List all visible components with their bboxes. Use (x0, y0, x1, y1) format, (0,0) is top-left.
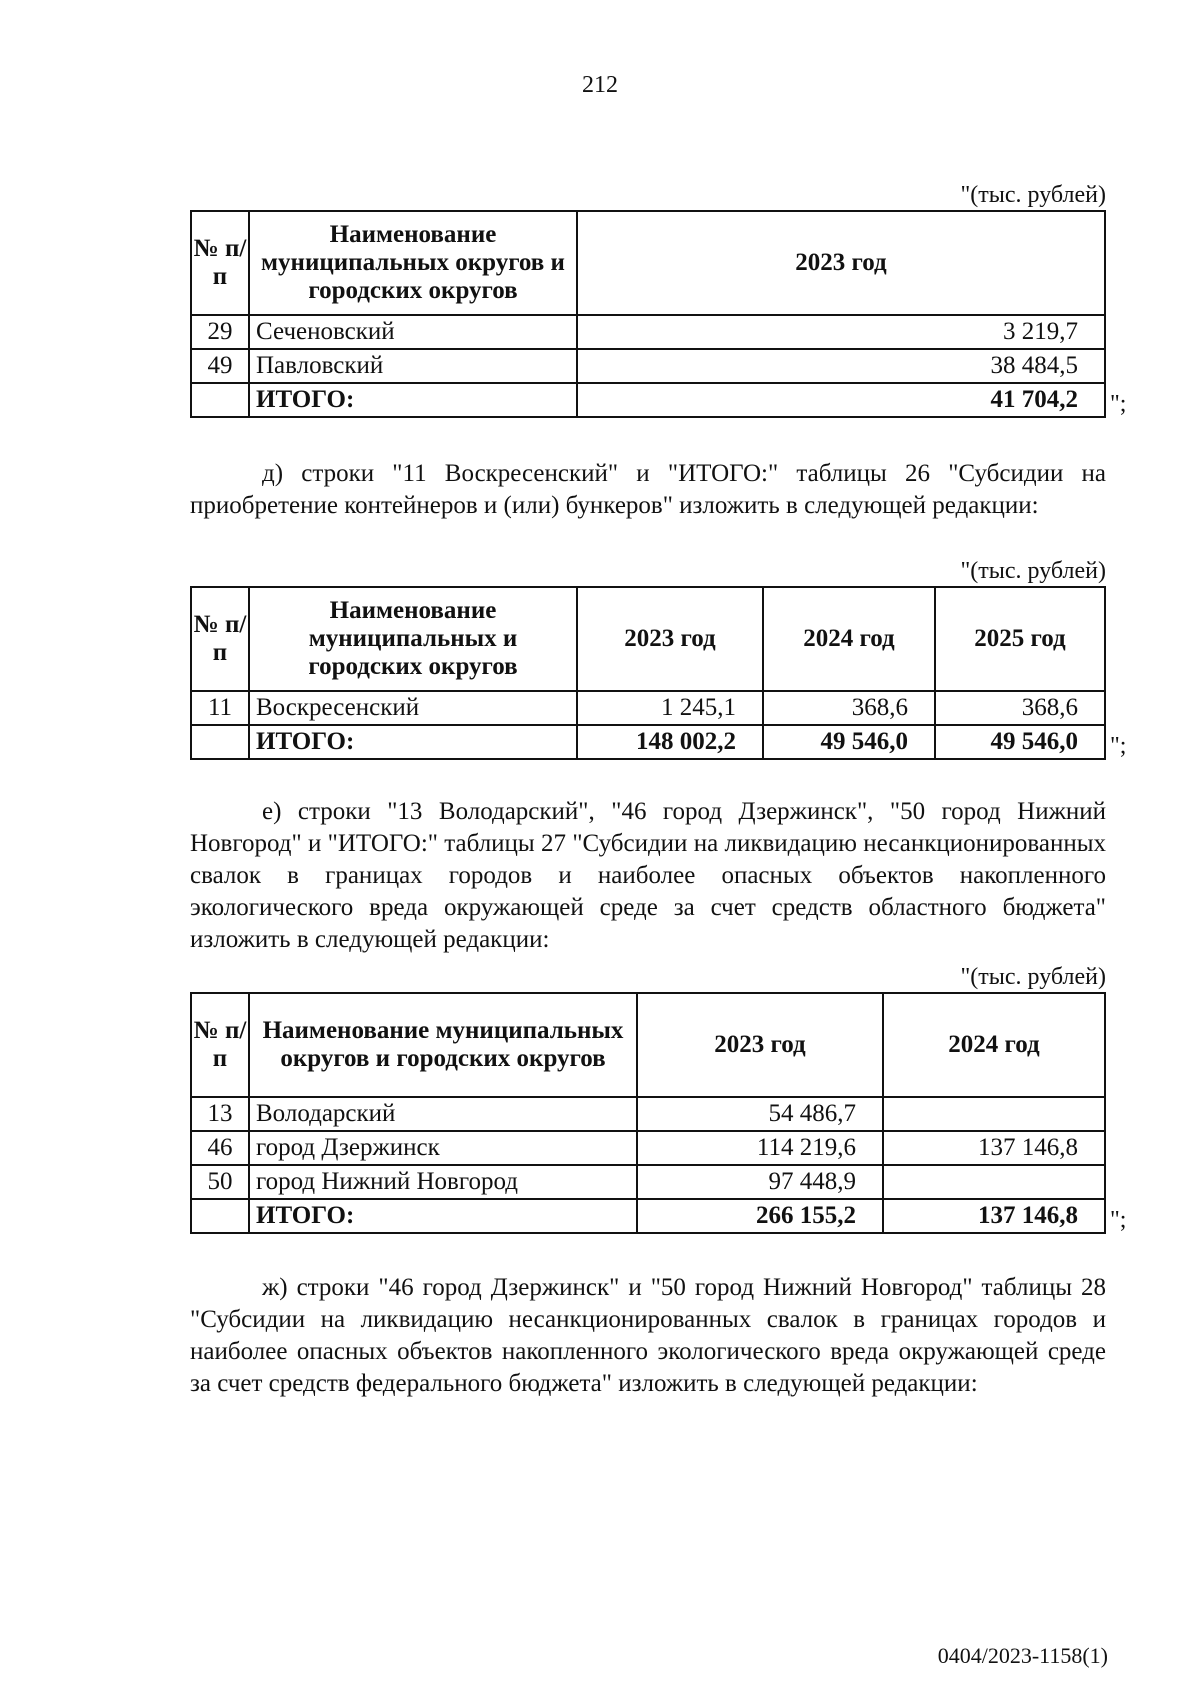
table-3 (190, 992, 1106, 1234)
units-label: "(тыс. рублей) (960, 964, 1106, 990)
row-name: город Нижний Новгород (249, 1165, 637, 1199)
total-row (191, 1199, 1105, 1233)
total-num-empty (191, 1199, 249, 1233)
row-num: 13 (191, 1097, 249, 1131)
total-2024: 137 146,8 (883, 1199, 1105, 1233)
total-2023: 266 155,2 (637, 1199, 883, 1233)
total-row (191, 383, 1105, 417)
header-2023: 2023 год (577, 587, 763, 691)
total-2023: 148 002,2 (577, 725, 763, 759)
closing-mark: "; (1110, 733, 1127, 759)
row-num: 50 (191, 1165, 249, 1199)
total-label: ИТОГО: (249, 383, 577, 417)
row-name: Володарский (249, 1097, 637, 1131)
paragraph-e: е) строки "13 Володарский", "46 город Дзержинск", "50 город Нижний Новгород" и "ИТОГО:" таблицы 27 "Субсидии на ликвидацию несанкционированных свалок в границах городов и наиболее опасных объектов накопленного экологического вреда окружающей среде за счет средств областного бюджета" изложить в следующей редакции: (190, 798, 1106, 953)
total-row (191, 725, 1105, 759)
row-2024 (883, 1097, 1105, 1131)
row-name: Павловский (249, 349, 577, 383)
header-2025: 2025 год (935, 587, 1105, 691)
row-num: 29 (191, 315, 249, 349)
paragraph-zh: ж) строки "46 город Дзержинск" и "50 город Нижний Новгород" таблицы 28 "Субсидии на ликвидацию несанкционированных свалок в границах городов и наиболее опасных объектов накопленного экологического вреда окружающей среде за счет средств федерального бюджета" изложить в следующей редакции: (190, 1274, 1106, 1397)
table-row (191, 315, 1105, 349)
row-num: 11 (191, 691, 249, 725)
row-2023: 38 484,5 (577, 349, 1105, 383)
row-2024: 368,6 (763, 691, 935, 725)
units-label: "(тыс. рублей) (960, 182, 1106, 208)
row-num: 46 (191, 1131, 249, 1165)
table-header-row (191, 211, 1105, 315)
header-2023: 2023 год (637, 993, 883, 1097)
table-row (191, 349, 1105, 383)
table-header-row (191, 993, 1105, 1097)
closing-mark: "; (1110, 391, 1127, 417)
table-2 (190, 586, 1106, 760)
header-2024: 2024 год (883, 993, 1105, 1097)
row-2023: 1 245,1 (577, 691, 763, 725)
total-2025: 49 546,0 (935, 725, 1105, 759)
total-num-empty (191, 725, 249, 759)
table-3-block (190, 962, 1106, 1234)
header-num: № п/п (191, 211, 249, 315)
footer-document-code: 0404/2023-1158(1) (937, 1643, 1108, 1668)
table-row (191, 691, 1105, 725)
page-number: 212 (582, 72, 618, 98)
row-2023: 54 486,7 (637, 1097, 883, 1131)
row-2024: 137 146,8 (883, 1131, 1105, 1165)
total-num-empty (191, 383, 249, 417)
row-name: Воскресенский (249, 691, 577, 725)
header-num: № п/п (191, 993, 249, 1097)
header-name: Наименование муниципальных округов и городских округов (249, 993, 637, 1097)
total-2024: 49 546,0 (763, 725, 935, 759)
header-name: Наименование муниципальных округов и городских округов (249, 211, 577, 315)
table-1-block (190, 180, 1106, 418)
total-label: ИТОГО: (249, 725, 577, 759)
row-2023: 3 219,7 (577, 315, 1105, 349)
row-2023: 97 448,9 (637, 1165, 883, 1199)
total-2023: 41 704,2 (577, 383, 1105, 417)
closing-mark: "; (1110, 1207, 1127, 1233)
row-2024 (883, 1165, 1105, 1199)
row-2023: 114 219,6 (637, 1131, 883, 1165)
units-label: "(тыс. рублей) (960, 558, 1106, 584)
paragraph-d: д) строки "11 Воскресенский" и "ИТОГО:" таблицы 26 "Субсидии на приобретение контейнеров и (или) бункеров" изложить в следующей редакции: (190, 460, 1106, 519)
table-1 (190, 210, 1106, 418)
header-2023: 2023 год (577, 211, 1105, 315)
header-2024: 2024 год (763, 587, 935, 691)
header-name: Наименование муниципальных и городских округов (249, 587, 577, 691)
table-row (191, 1165, 1105, 1199)
row-num: 49 (191, 349, 249, 383)
table-2-block (190, 556, 1106, 760)
table-row (191, 1097, 1105, 1131)
row-name: Сеченовский (249, 315, 577, 349)
row-name: город Дзержинск (249, 1131, 637, 1165)
table-row (191, 1131, 1105, 1165)
header-num: № п/п (191, 587, 249, 691)
row-2025: 368,6 (935, 691, 1105, 725)
total-label: ИТОГО: (249, 1199, 637, 1233)
table-header-row (191, 587, 1105, 691)
